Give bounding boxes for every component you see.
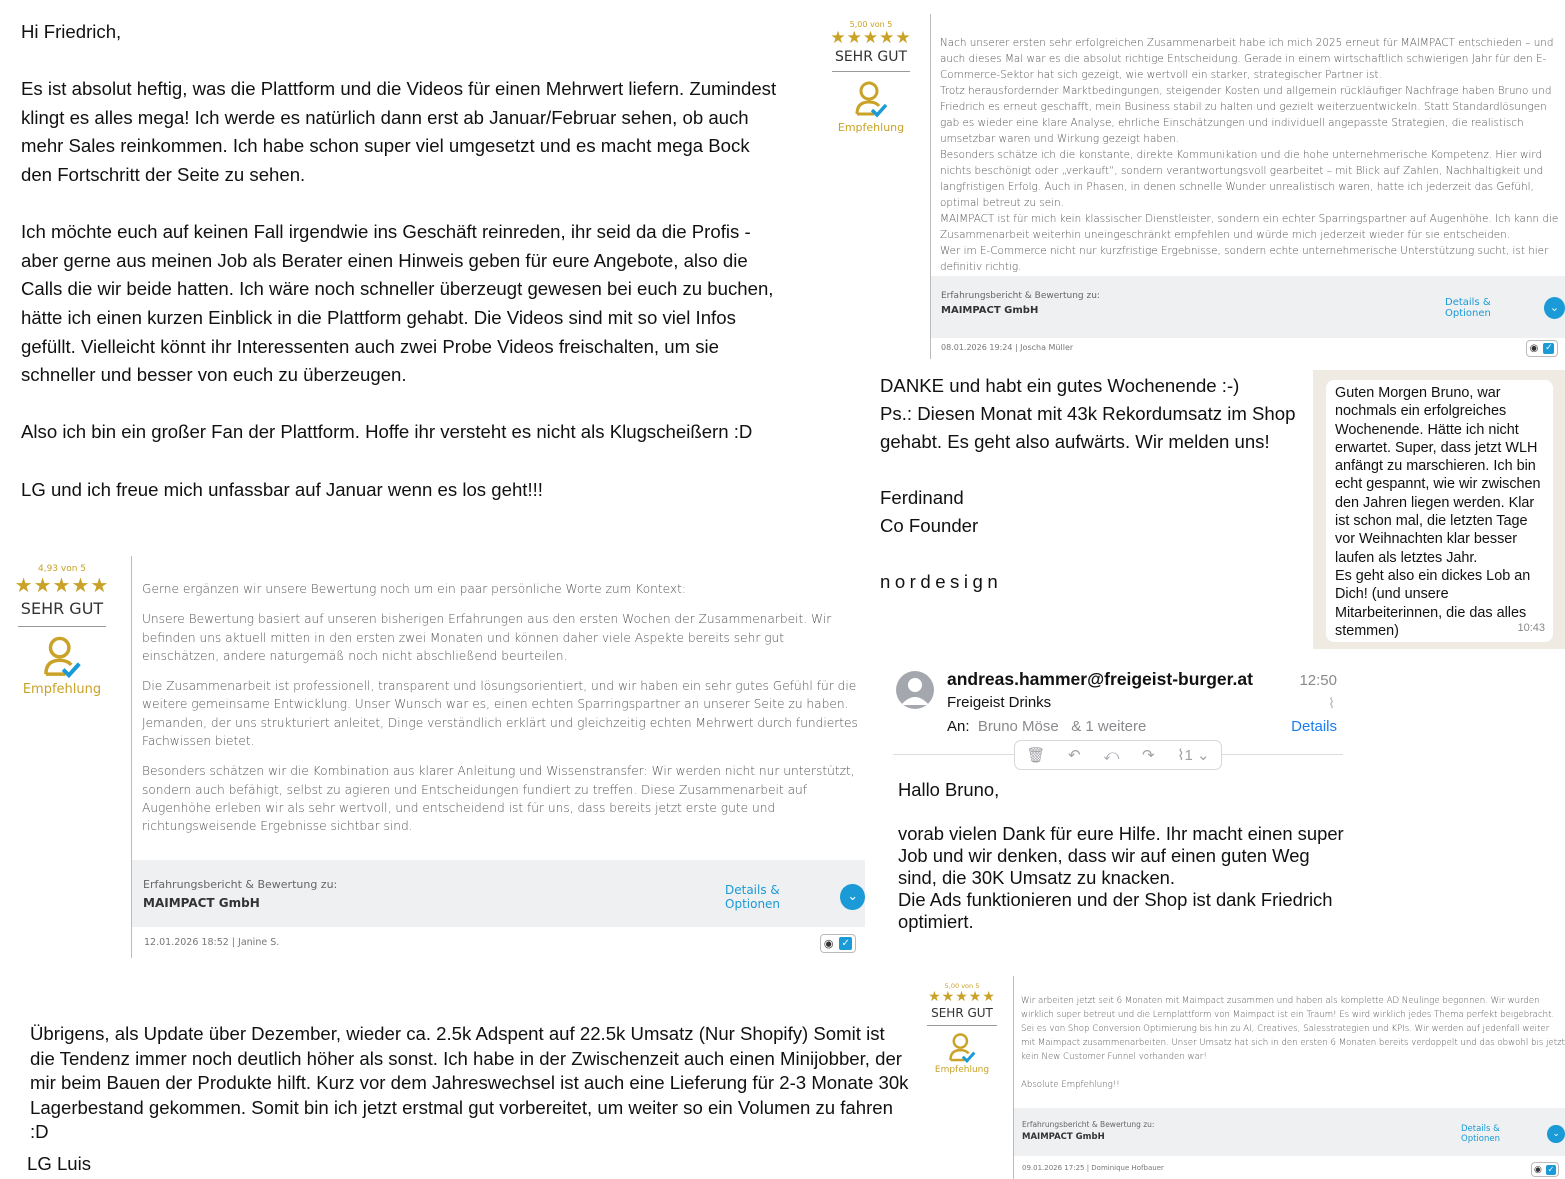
mail-time: 12:50	[1299, 672, 1337, 689]
recommendation-label: Empfehlung	[934, 1065, 990, 1075]
rating-score: 5,00 von 5	[849, 20, 893, 29]
rating-label: SEHR GUT	[832, 49, 910, 72]
signature-name: Ferdinand	[880, 487, 964, 508]
chat-timestamp: 10:43	[1517, 621, 1545, 634]
recommendation-label: Empfehlung	[837, 121, 905, 134]
message-line: Ps.: Diesen Monat mit 43k Rekordumsatz im Shop gehabt. Es geht also aufwärts. Wir melden uns!	[880, 403, 1296, 452]
review-card-mid	[10, 556, 865, 958]
footer-title: Erfahrungsbericht & Bewertung zu:	[143, 878, 338, 891]
avatar	[896, 671, 934, 709]
mail-sender[interactable]: andreas.hammer@freigeist-burger.at	[947, 669, 1253, 689]
visibility-toggle[interactable]	[1531, 1162, 1559, 1177]
rating-summary	[826, 20, 916, 134]
details-options-link[interactable]	[1461, 1124, 1565, 1144]
review-paragraph: Unsere Bewertung basiert auf unseren bisherigen Erfahrungen aus den ersten Wochen der Zusammenarbeit. Wir befinden uns aktuell mitten in den ersten zwei Monaten und können daher viele Aspekte bereits sehr gut einschätzen, andere naturgemäß noch nicht abschließend beurteilen.	[142, 612, 832, 663]
visibility-toggle[interactable]	[820, 934, 856, 953]
mail-body	[898, 779, 1350, 933]
review-card-bottom	[922, 976, 1565, 1179]
chat-message-text: Guten Morgen Bruno, war nochmals ein erfolgreiches Wochenende. Hätte ich nicht erwartet. Super, dass jetzt WLH anfängt zu marschieren. Ich bin echt gespannt, wie wir zwischen den Jahren liegen werden. Klar ist schon mal, die letzten Tage vor Weihnachten klar besser laufen als letztes Jahr.	[1335, 385, 1541, 566]
reply-icon[interactable]: ↶	[1068, 747, 1081, 764]
mail-toolbar	[1014, 740, 1222, 770]
chevron-down-icon: ⌄	[1192, 747, 1210, 764]
attachment-menu[interactable]	[1177, 746, 1209, 764]
footer-title: Erfahrungsbericht & Bewertung zu:	[1022, 1120, 1155, 1129]
footer-title: Erfahrungsbericht & Bewertung zu:	[941, 291, 1100, 301]
eye-icon: ◉	[1534, 1164, 1542, 1175]
message-ferdinand	[880, 372, 1300, 596]
mail-message	[893, 662, 1345, 934]
rating-score: 4,93 von 5	[37, 564, 87, 574]
chat-message-text: Es geht also ein dickes Lob an Dich! (und unsere Mitarbeiterinnen, die das alles stemmen)	[1335, 567, 1531, 639]
review-paragraph: Gerne ergänzen wir unsere Bewertung noch um ein paar persönliche Worte zum Kontext:	[142, 582, 687, 596]
footer-company: MAIMPACT GmbH	[941, 305, 1039, 316]
details-label: Details & Optionen	[725, 883, 781, 911]
rating-score: 5,00 von 5	[944, 982, 980, 990]
checkbox-icon[interactable]: ✓	[1545, 343, 1553, 353]
details-label: Details & Optionen	[1461, 1124, 1500, 1144]
review-paragraph: Die Zusammenarbeit ist professionell, transparent und lösungsorientiert, und wir haben ein sehr gutes Gefühl für die weitere gemeinsame Entwicklung. Unser Wunsch war es, einen echten Sparringspartner an unserer Seite zu haben. Jemanden, der uns strukturiert anleitet, Dinge verständlich erklärt und gleichzeitig echten Mehrwert durch fundiertes Fachwissen bietet.	[142, 679, 858, 749]
rating-stars: ★★★★★	[14, 573, 110, 597]
signature-brand: nordesign	[880, 571, 1003, 592]
rating-summary	[10, 564, 114, 697]
rating-summary	[922, 982, 1002, 1075]
details-options-link[interactable]	[1445, 297, 1565, 319]
letter-luis: Übrigens, als Update über Dezember, wieder ca. 2.5k Adspent auf 22.5k Umsatz (Nur Shopify) Somit ist die Tendenz immer noch deutlich höher als sonst. Ich habe in der Zwischenzeit auch einen Minijobber, der mir beim Bauen der Produkte hilft. Kurz vor dem Jahreswechsel ist auch eine Lieferung für 2-3 Monate 30k Lagerbestand gekommen. Somit bin ich jetzt erstmal gut vorbereitet, um weiter so ein Volumen zu fahren :D	[30, 1023, 909, 1142]
rating-stars: ★★★★★	[830, 28, 912, 48]
review-paragraph: Nach unserer ersten sehr erfolgreichen Zusammenarbeit habe ich mich 2025 erneut für MAIMPACT entschieden – und auch dieses Mal war es die absolut richtige Entscheidung. Gerade in einem wirtschaftlich schwierigen Jahr für den E-Commerce-Sektor hat sich gezeigt, wie wertvoll ein starker, strategischer Partner ist.	[940, 37, 1554, 81]
review-paragraph: MAIMPACT ist für mich kein klassischer Dienstleister, sondern ein echter Sparringspartner auf Augenhöhe. Ich kann die Zusammenarbeit weiterhin uneingeschränkt empfehlen und würde mich jederzeit wieder für sie entscheiden.	[940, 213, 1559, 241]
mail-recipients	[947, 718, 1146, 735]
chat-bubble	[1326, 380, 1553, 642]
eye-icon: ◉	[1529, 343, 1539, 354]
footer-company: MAIMPACT GmbH	[143, 896, 260, 910]
letter-closing: LG und ich freue mich unfassbar auf Januar wenn es los geht!!!	[21, 478, 543, 500]
mail-sender-name: Freigeist Drinks	[947, 694, 1052, 711]
review-paragraph: Besonders schätze ich die konstante, direkte Kommunikation und die hohe unternehmerische Kompetenz. Hier wird nichts beschönigt oder „verkauft“, sondern verantwortungsvoll gearbeitet – mit Blick auf Zahlen, Nachhaltigkeit und langfristigen Erfolg. Auch in Phasen, in denen schnelle Wunder unrealistisch waren, hatte ich jederzeit das Gefühl, optimal betreut zu sein.	[940, 149, 1544, 209]
checkbox-icon[interactable]: ✓	[1547, 1164, 1555, 1174]
recommendation-label: Empfehlung	[22, 682, 102, 697]
signature-role: Co Founder	[880, 515, 979, 536]
checkbox-icon[interactable]: ✓	[839, 937, 852, 950]
review-paragraph: Absolute Empfehlung!!	[1021, 1080, 1120, 1090]
letter-paragraph: Es ist absolut heftig, was die Plattform und die Videos für einen Mehrwert liefern. Zumindest klingt es alles mega! Ich werde es natürlich dann erst ab Januar/Februar sehen, ob auch mehr Sales reinkommen. Ich habe schon super viel umgesetzt und es macht mega Bock den Fortschritt der Seite zu sehen.	[21, 78, 777, 185]
review-paragraph: Trotz herausfordernder Marktbedingungen, steigender Kosten und allgemein rückläufiger Nachfrage haben Bruno und Friedrich es erneut geschafft, mein Business stabil zu halten und gezielt weiterzuentwickeln. Statt Standardlösungen gab es wieder eine klare Analyse, ehrliche Einschätzungen und individuell angepasste Strategien, die realistisch umsetzbar waren und Wirkung gezeigt haben.	[940, 85, 1552, 145]
to-label: An:	[947, 718, 970, 735]
details-options-link[interactable]	[725, 883, 865, 911]
rating-label: SEHR GUT	[927, 1006, 997, 1026]
attachment-count: 1	[1184, 747, 1193, 764]
chevron-down-icon[interactable]: ⌄	[1547, 1125, 1565, 1143]
review-paragraph: Wer im E-Commerce nicht nur kurzfristige Ergebnisse, sondern echte unternehmerische Unterstützung sucht, ist hier definitiv richtig.	[940, 245, 1549, 273]
details-link[interactable]: Details	[1291, 718, 1337, 735]
rating-stars: ★★★★★	[928, 989, 996, 1005]
reply-all-icon[interactable]: ⤺	[1103, 746, 1120, 764]
footer-company: MAIMPACT GmbH	[1022, 1132, 1105, 1142]
eye-icon: ◉	[823, 937, 834, 950]
recipient-name[interactable]: Bruno Möse	[977, 718, 1059, 735]
person-icon	[896, 671, 934, 709]
chevron-down-icon[interactable]: ⌄	[840, 884, 865, 910]
mail-paragraph: vorab vielen Dank für eure Hilfe. Ihr macht einen super Job und wir denken, dass wir auf einen guten Weg sind, die 30K Umsatz zu knacken.	[898, 823, 1344, 888]
chat-screenshot	[1313, 370, 1565, 649]
review-meta: 12.01.2026 18:52 | Janine S.	[144, 937, 280, 948]
review-meta: 08.01.2026 19:24 | Joscha Müller	[941, 343, 1074, 352]
review-card-top	[826, 14, 1565, 359]
review-meta: 09.01.2026 17:25 | Dominique Hofbauer	[1022, 1164, 1164, 1172]
paperclip-icon: ⌇	[1328, 695, 1335, 711]
visibility-toggle[interactable]	[1526, 340, 1558, 357]
letter-paragraph: Also ich bin ein großer Fan der Plattform. Hoffe ihr versteht es nicht als Klugscheißern :D	[21, 421, 753, 443]
mail-paragraph: Die Ads funktionieren und der Shop ist dank Friedrich optimiert.	[898, 889, 1333, 932]
mail-greeting: Hallo Bruno,	[898, 779, 1000, 800]
letter-paragraph: Ich möchte euch auf keinen Fall irgendwie ins Geschäft reinreden, ihr seid da die Profis - aber gerne aus meinen Job als Berater einen Hinweis geben für eure Angebote, also die Calls die wir beide hatten. Ich wäre noch schneller überzeugt gewesen bei euch zu buchen, hätte ich einen kurzen Einblick in die Plattform gehabt. Die Videos sind mit so viel Infos gefüllt. Vielleicht könnt ihr Interessenten auch zwei Probe Videos freischalten, um sie schneller und besser von euch zu überzeugen.	[21, 221, 774, 386]
message-line: DANKE und habt ein gutes Wochenende :-)	[880, 375, 1240, 396]
forward-icon[interactable]: ↷	[1141, 747, 1155, 764]
letter-greeting: Hi Friedrich,	[21, 21, 122, 42]
recipient-more[interactable]: & 1 weitere	[1071, 718, 1147, 735]
details-label: Details & Optionen	[1445, 297, 1491, 319]
person-check-icon	[854, 80, 888, 120]
letter-signature: LG Luis	[27, 1153, 92, 1174]
person-check-icon	[42, 635, 82, 681]
trash-icon[interactable]: 🗑	[1026, 747, 1046, 764]
paperclip-icon: ⌇	[1177, 747, 1185, 764]
rating-label: SEHR GUT	[18, 599, 106, 627]
review-paragraph: Wir arbeiten jetzt seit 6 Monaten mit Maimpact zusammen und haben als komplette AD Neulinge begonnen. Wir wurden wirklich super betreut und die Lernplattform von Maimpact ist ein Traum! Es wird wirklich jedes Thema perfekt beigebracht. Sei es von Shop Conversion Optimierung bis hin zu AI, Creatives, Salesstrategien und KPIs. Wir werden auf jedenfall weiter mit Maimpact zusammenarbeiten. Unser Umsatz hat sich in den ersten 6 Monaten bereits verdoppelt und das obwohl bis jetzt kein New Customer Funnel vorhanden war!	[1021, 996, 1565, 1062]
review-paragraph: Besonders schätzen wir die Kombination aus klarer Anleitung und Wissenstransfer: Wir werden nicht nur unterstützt, sondern auch befähigt, selbst zu agieren und Entscheidungen fundiert zu treffen. Diese Zusammenarbeit auf Augenhöhe erleben wir als sehr wertvoll, und entscheidend ist für uns, dass bereits jetzt erste gute und richtungsweisende Ergebnisse sichtbar sind.	[142, 764, 855, 834]
person-check-icon	[948, 1032, 976, 1065]
chevron-down-icon[interactable]: ⌄	[1544, 297, 1565, 319]
letter-friedrich	[21, 18, 781, 533]
